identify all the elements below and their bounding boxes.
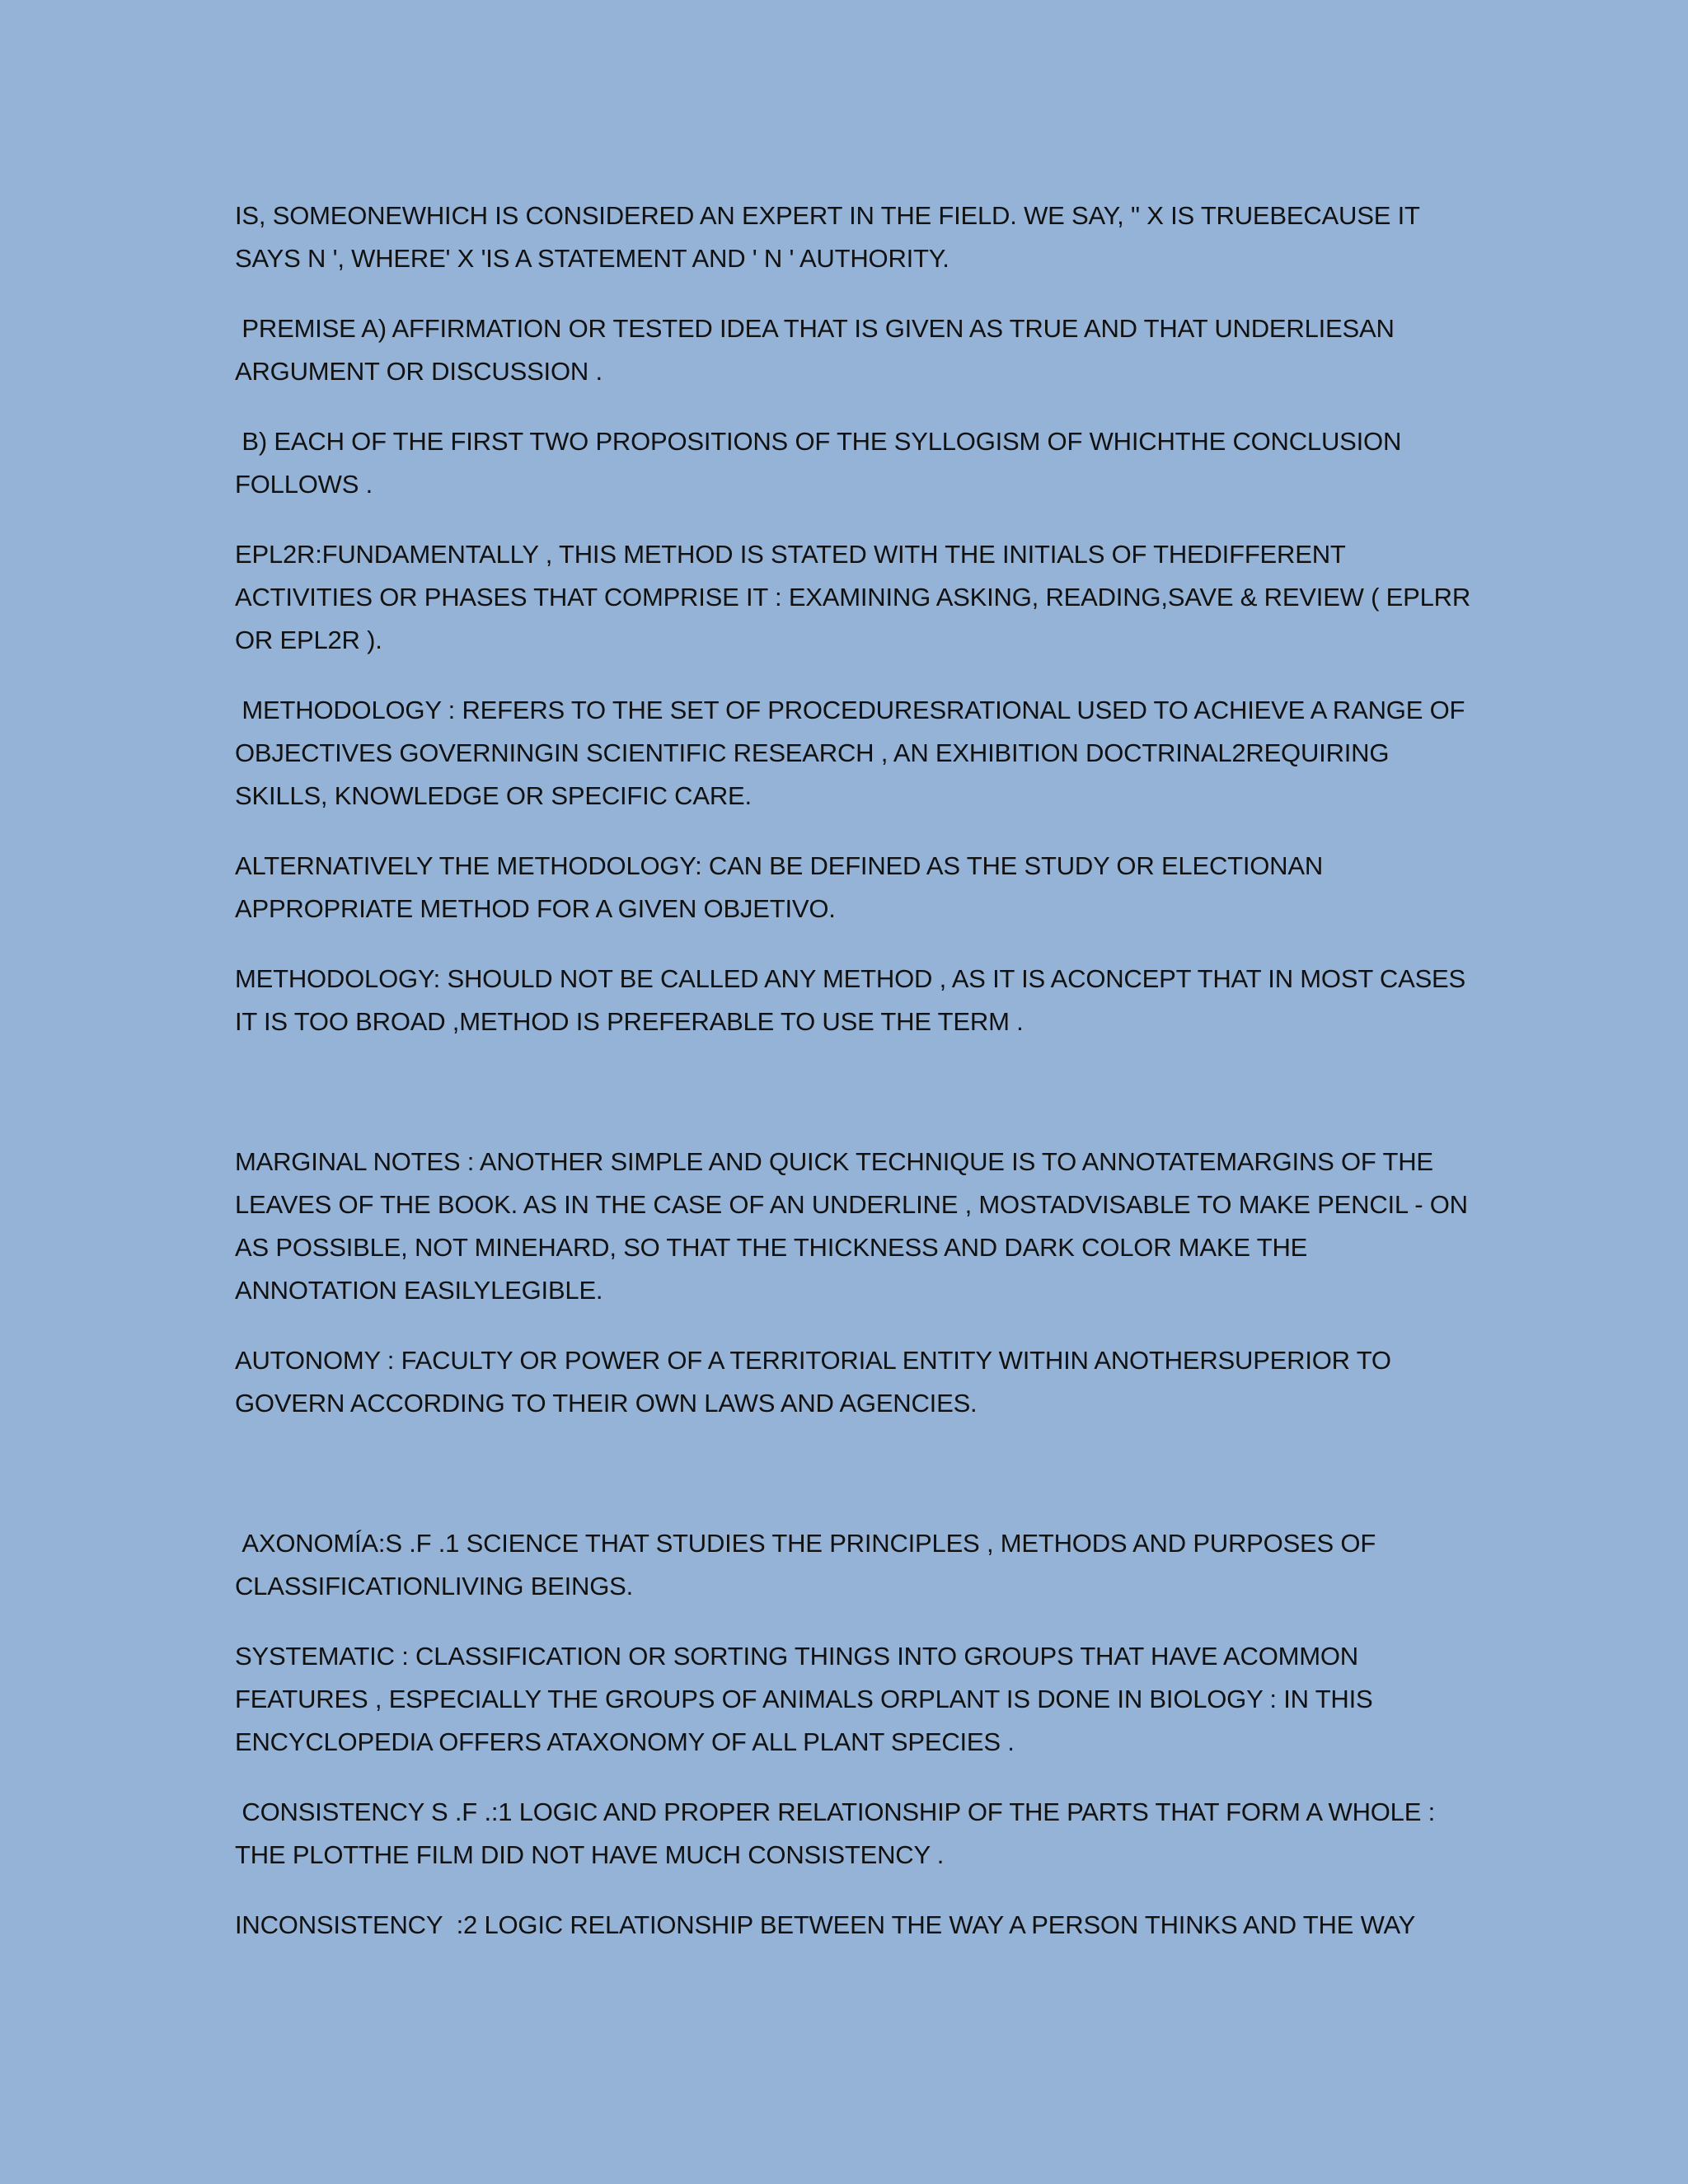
paragraph-methodology-note: METHODOLOGY: SHOULD NOT BE CALLED ANY METHOD , AS IT IS ACONCEPT THAT IN MOST CASES IT IS TOO BROAD ,METHOD IS PREFERABLE TO USE THE TERM .: [235, 964, 1473, 1036]
document-body: [235, 194, 1478, 1974]
paragraph-premise: PREMISE A) AFFIRMATION OR TESTED IDEA THAT IS GIVEN AS TRUE AND THAT UNDERLIESAN ARGUMENT OR DISCUSSION .: [235, 314, 1400, 386]
paragraph-premise-b: B) EACH OF THE FIRST TWO PROPOSITIONS OF THE SYLLOGISM OF WHICHTHE CONCLUSION FOLLOWS .: [235, 427, 1409, 499]
paragraph-axonomia: AXONOMÍA:S .F .1 SCIENCE THAT STUDIES THE PRINCIPLES , METHODS AND PURPOSES OF CLASSIFICATIONLIVING BEINGS.: [235, 1529, 1383, 1601]
paragraph-systematic: SYSTEMATIC : CLASSIFICATION OR SORTING THINGS INTO GROUPS THAT HAVE ACOMMON FEATURES , ESPECIALLY THE GROUPS OF ANIMALS ORPLANT IS DONE IN BIOLOGY : IN THIS ENCYCLOPEDIA OFFERS ATAXONOMY OF ALL PLANT SPECIES .: [235, 1642, 1380, 1756]
paragraph-gap: [235, 1452, 1471, 1522]
paragraph-authority: IS, SOMEONEWHICH IS CONSIDERED AN EXPERT IN THE FIELD. WE SAY, " X IS TRUEBECAUSE IT SAYS N ', WHERE' X 'IS A STATEMENT AND ' N ' AUTHORITY.: [235, 201, 1427, 273]
paragraph-autonomy: AUTONOMY : FACULTY OR POWER OF A TERRITORIAL ENTITY WITHIN ANOTHERSUPERIOR TO GOVERN ACCORDING TO THEIR OWN LAWS AND AGENCIES.: [235, 1346, 1399, 1418]
paragraph-gap: [235, 1071, 1471, 1141]
paragraph-methodology-alternative: ALTERNATIVELY THE METHODOLOGY: CAN BE DEFINED AS THE STUDY OR ELECTIONAN APPROPRIATE METHOD FOR A GIVEN OBJETIVO.: [235, 851, 1329, 923]
paragraph-epl2r: EPL2R:FUNDAMENTALLY , THIS METHOD IS STATED WITH THE INITIALS OF THEDIFFERENT ACTIVITIES OR PHASES THAT COMPRISE IT : EXAMINING ASKING, READING,SAVE & REVIEW ( EPLRR OR EPL2R ).: [235, 540, 1478, 654]
paragraph-marginal-notes: MARGINAL NOTES : ANOTHER SIMPLE AND QUICK TECHNIQUE IS TO ANNOTATEMARGINS OF THE LEAVES OF THE BOOK. AS IN THE CASE OF AN UNDERLINE , MOSTADVISABLE TO MAKE PENCIL - ON AS POSSIBLE, NOT MINEHARD, SO THAT THE THICKNESS AND DARK COLOR MAKE THE ANNOTATION EASILYLEGIBLE.: [235, 1147, 1474, 1305]
paragraph-inconsistency: INCONSISTENCY :2 LOGIC RELATIONSHIP BETWEEN THE WAY A PERSON THINKS AND THE WAY: [235, 1910, 1416, 1939]
paragraph-consistency: CONSISTENCY S .F .:1 LOGIC AND PROPER RELATIONSHIP OF THE PARTS THAT FORM A WHOLE : THE PLOTTHE FILM DID NOT HAVE MUCH CONSISTENCY .: [235, 1797, 1442, 1869]
paragraph-methodology: METHODOLOGY : REFERS TO THE SET OF PROCEDURESRATIONAL USED TO ACHIEVE A RANGE OF OBJECTIVES GOVERNINGIN SCIENTIFIC RESEARCH , AN EXHIBITION DOCTRINAL2REQUIRING SKILLS, KNOWLEDGE OR SPECIFIC CARE.: [235, 696, 1472, 810]
